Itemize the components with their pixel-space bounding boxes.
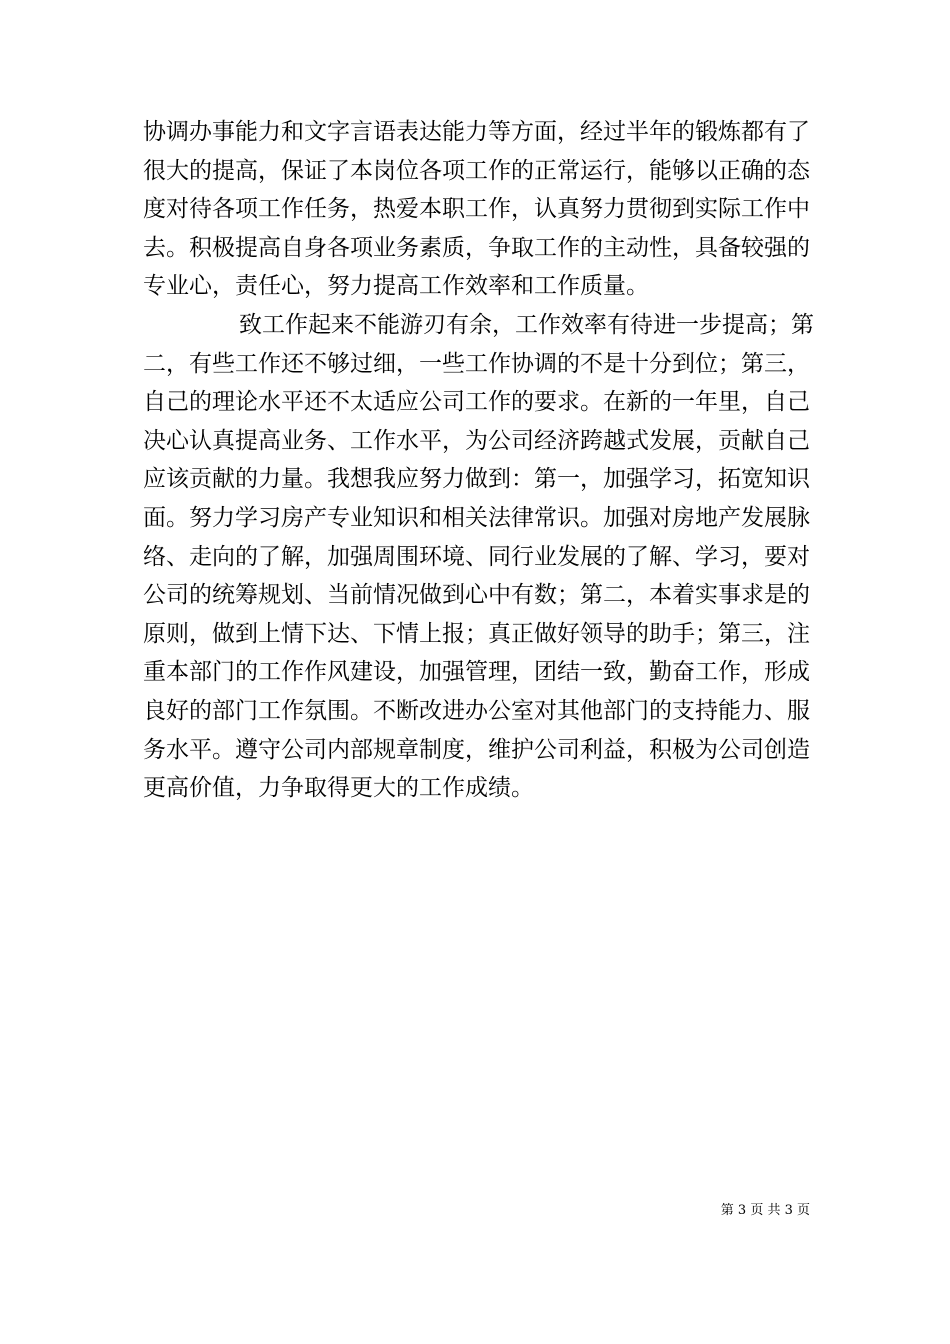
paragraph-line: 更高价值，力争取得更大的工作成绩。 (143, 775, 534, 802)
document-body (143, 113, 814, 808)
paragraph-2 (143, 306, 814, 808)
paragraph-line: 公司的统筹规划、当前情况做到心中有数；第二，本着实事求是的 (143, 582, 810, 609)
paragraph-line: 致工作起来不能游刃有余，工作效率有待进一步提高；第 (239, 311, 814, 338)
page-number-footer: 第 3 页 共 3 页 (720, 1203, 810, 1218)
paragraph-line: 度对待各项工作任务，热爱本职工作，认真努力贯彻到实际工作中 (143, 196, 810, 223)
paragraph-line: 专业心，责任心，努力提高工作效率和工作质量。 (143, 273, 649, 300)
paragraph-line: 络、走向的了解，加强周围环境、同行业发展的了解、学习，要对 (143, 543, 810, 570)
paragraph-line: 自己的理论水平还不太适应公司工作的要求。在新的一年里，自己 (143, 389, 810, 416)
paragraph-line: 面。努力学习房产专业知识和相关法律常识。加强对房地产发展脉 (143, 504, 810, 531)
paragraph-line: 应该贡献的力量。我想我应努力做到：第一，加强学习，拓宽知识 (143, 466, 810, 493)
paragraph-line: 二，有些工作还不够过细，一些工作协调的不是十分到位；第三， (143, 350, 810, 377)
paragraph-line: 务水平。遵守公司内部规章制度，维护公司利益，积极为公司创造 (143, 736, 810, 763)
paragraph-line: 良好的部门工作氛围。不断改进办公室对其他部门的支持能力、服 (143, 697, 810, 724)
paragraph-1 (143, 113, 808, 306)
paragraph-line: 去。积极提高自身各项业务素质，争取工作的主动性，具备较强的 (143, 234, 810, 261)
paragraph-line: 重本部门的工作作风建设，加强管理，团结一致，勤奋工作，形成 (143, 659, 810, 686)
paragraph-line: 原则，做到上情下达、下情上报；真正做好领导的助手；第三，注 (143, 620, 810, 647)
paragraph-line: 决心认真提高业务、工作水平，为公司经济跨越式发展，贡献自己 (143, 427, 810, 454)
paragraph-line: 协调办事能力和文字言语表达能力等方面，经过半年的锻炼都有了 (143, 119, 810, 145)
paragraph-line: 很大的提高，保证了本岗位各项工作的正常运行，能够以正确的态 (143, 157, 810, 184)
